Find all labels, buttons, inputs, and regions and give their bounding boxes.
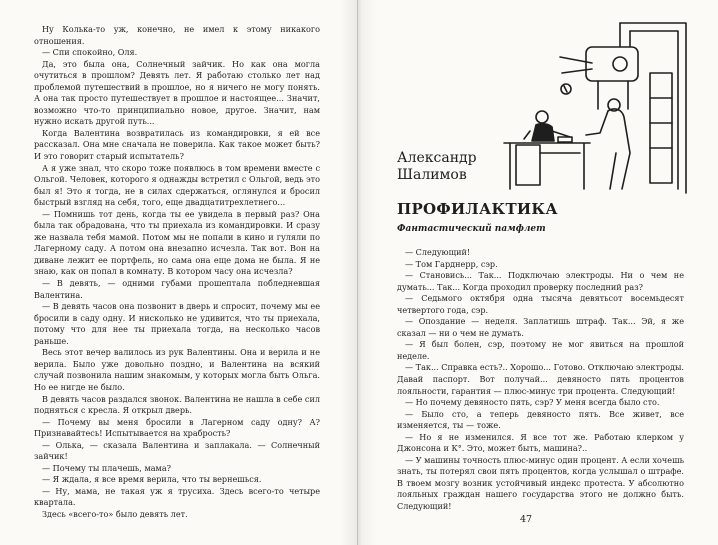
paragraph: — В девять, — одними губами прошептала побледневшая Валентина. bbox=[34, 278, 320, 300]
left-page-text bbox=[34, 24, 320, 521]
paragraph: — Почему ты плачешь, мама? bbox=[42, 462, 172, 473]
paragraph: — Становись... Так... Подключаю электроды. Ни о чем не думать... Так... Когда проходил проверку последний раз? bbox=[397, 270, 684, 292]
office-machine-illustration bbox=[500, 13, 700, 203]
paragraph: — Спи спокойно, Оля. bbox=[42, 47, 138, 58]
author-name bbox=[397, 150, 477, 184]
paragraph: — Седьмого октября одна тысяча девятьсот восемьдесят четвертого года, сэр. bbox=[397, 293, 684, 315]
right-page-text bbox=[397, 247, 684, 513]
page-number: 47 bbox=[520, 514, 533, 525]
paragraph: Да, это была она, Солнечный зайчик. Но как она могла очутиться в прошлом? Девять лет. Я работаю столько лет над проблемой путешествий в прошлое, но я ничего не могу понять. А она так просто путешествует в прошлое и настоящее... Значит, возможно что-то принципиально новое, другое. Значит, нам нужно искать другой путь... bbox=[34, 58, 320, 127]
author-last-name: Шалимов bbox=[397, 167, 467, 183]
paragraph: — Олька, — сказала Валентина и заплакала. — Солнечный зайчик! bbox=[34, 439, 320, 462]
paragraph: Здесь «всего-то» было девять лет. bbox=[42, 508, 188, 519]
paragraph: — Том Гарднерр, сэр. bbox=[405, 258, 498, 269]
paragraph: А я уже знал, что скоро тоже появлюсь в том времени вместе с Ольгой. Человек, которого я однажды встретил с Ольгой, ведь это был я! Это я тогда, не в силах сдержаться, оглянулся и бросил быстрый взгляд на себя, того, еще двадцатитрехлетнего... bbox=[34, 162, 320, 208]
paragraph: — Я ждала, я все время верила, что ты вернешься. bbox=[42, 474, 262, 485]
paragraph: — Было сто, а теперь девяносто пять. Все живет, все изменяется, ты — тоже. bbox=[397, 408, 684, 431]
story-subtitle: Фантастический памфлет bbox=[397, 224, 546, 234]
paragraph: В девять часов раздался звонок. Валентина не нашла в себе сил подняться с кресла. Я открыл дверь. bbox=[34, 393, 320, 416]
paragraph: — Но почему девяносто пять, сэр? У меня всегда было сто. bbox=[405, 397, 660, 408]
paragraph: — Так... Справка есть?.. Хорошо... Готово. Отключаю электроды. Давай паспорт. Вот получай... девяносто пять процентов лояльности, гарантия — плюс-минус три процента. Следующий! bbox=[397, 362, 684, 396]
paragraph: — Я был болен, сэр, поэтому не мог явиться на прошлой неделе. bbox=[397, 339, 684, 361]
paragraph: Ну Колька-то уж, конечно, не имел к этому никакого отношения. bbox=[34, 24, 320, 46]
paragraph: — Помнишь тот день, когда ты ее увидела в первый раз? Она была так обрадована, что ты приехала из командировки. И сразу же назвала тебя мамой. Потом мы не попали в кино и гуляли по Лагерному саду. А потом она внезапно исчезла. Так вот. Вон на диване лежит ее портфель, но сама она еще дома не была. Я не знаю, как он попал в комнату. В котором часу она исчезла? bbox=[34, 208, 320, 277]
paragraph: — Но я не изменился. Я все тот же. Работаю клерком у Джонсона и К°. Это, может быть, машина?.. bbox=[397, 431, 684, 454]
paragraph: Когда Валентина возвратилась из командировки, я ей все рассказал. Она мне сначала не поверила. Как такое может быть? И это говорит старый испытатель? bbox=[34, 127, 320, 162]
paragraph: Весь этот вечер валилось из рук Валентины. Она и верила и не верила. Было уже довольно поздно, и Валентина на всякий случай позвонила нашим знакомым, у которых могла быть Ольга. Но ее нигде не было. bbox=[34, 347, 320, 392]
paragraph: — Следующий! bbox=[405, 247, 471, 257]
author-first-name: Александр bbox=[397, 150, 477, 166]
paragraph: — Ну, мама, не такая уж я трусиха. Здесь всего-то четыре квартала. bbox=[34, 485, 320, 508]
paragraph: — Опоздание — неделя. Заплатишь штраф. Так... Эй, я же сказал — ни о чем не думать. bbox=[397, 316, 684, 338]
paragraph: — У машины точность плюс-минус один процент. А если хочешь знать, ты потерял свои пять процентов, когда услышал о штрафе. В твоем мозгу возник устойчивый индекс протеста. У абсолютно лояльных граждан нашего государства этого не должно быть. Следующий! bbox=[397, 454, 684, 512]
story-title: ПРОФИЛАКТИКА bbox=[397, 200, 558, 218]
paragraph: — Почему вы меня бросили в Лагерном саду одну? А? Признавайтесь! Испытывается на храбрость? bbox=[34, 416, 320, 439]
paragraph: — В девять часов она позвонит в дверь и спросит, почему мы ее бросили в саду одну. И нисколько не удивится, что ты приехала, потому что для нее ты приехала тогда, на несколько часов раньше. bbox=[34, 301, 320, 346]
